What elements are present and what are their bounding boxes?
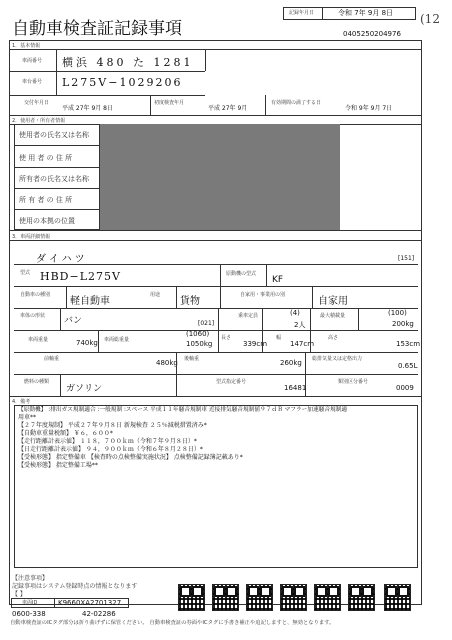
front-axle-label: 前軸重: [44, 356, 60, 362]
notice-heading: 【注意事項】: [12, 575, 49, 582]
type-approval-label: 型式指定番号: [216, 379, 247, 385]
issue-date: 平成 27年 9月 8日: [62, 105, 113, 112]
class-number-label: 類別区分番号: [338, 379, 369, 385]
note-line-4: 【自動車重量税額】 ￥６，６００*: [18, 430, 113, 437]
base-location-label: 使用の本拠の位置: [19, 217, 75, 225]
model-label: 型式: [20, 270, 31, 276]
rear-axle-label: 後軸重: [184, 356, 200, 362]
redacted-owner-info: [100, 124, 340, 230]
notice-bracket: 【 】: [12, 591, 26, 598]
body-shape-label: 車体の形状: [20, 313, 46, 319]
fuel-label: 燃料の種類: [24, 379, 50, 385]
usage-label: 自家用・事業用の別: [240, 292, 286, 298]
record-date-label: 記録年月日: [289, 10, 315, 16]
user-name-label: 使用者の氏名又は名称: [19, 131, 89, 139]
max-load-label: 最大積載量: [320, 313, 346, 319]
engine-model-label: 原動機の型式: [226, 271, 257, 277]
purpose: 貨物: [180, 296, 200, 307]
capacity: 2人: [294, 321, 306, 329]
expiry-label: 有効期間の満了する日: [271, 100, 322, 106]
rear-axle-weight: 260kg: [280, 359, 302, 367]
note-line-7: 【受検形態】 指定整備車 【検査時の点検整備実施状況】 点検整備記録簿記載あり*: [18, 454, 243, 461]
capacity-top: (4): [290, 309, 300, 317]
type-approval-number: 16481: [284, 384, 307, 392]
front-axle-weight: 480kg: [156, 359, 178, 367]
class-number: 0009: [396, 384, 414, 392]
number-left: 0600-338: [12, 610, 46, 618]
vehicle-type-label: 自動車の種別: [20, 292, 51, 298]
user-address-label: 使 用 者 の 住 所: [19, 154, 73, 162]
body-code: [021]: [198, 320, 215, 327]
record-date: 令和 7年 9月 8日: [338, 9, 394, 17]
body-shape: バン: [64, 316, 83, 326]
qr-code-1: [178, 584, 205, 611]
qr-code-3: [246, 584, 273, 611]
maker-code: [151]: [398, 255, 415, 262]
purpose-label: 用途: [150, 292, 161, 298]
model: HBD−L275V: [40, 270, 121, 283]
gross-weight: 1050kg: [186, 340, 213, 348]
qr-code-6: [348, 584, 375, 611]
handwritten-mark: (12: [420, 12, 440, 26]
section1-heading: 1．基本情報: [12, 43, 41, 49]
document-title: 自動車検査証記録事項: [12, 19, 182, 39]
note-line-6: 【日走行距離計表示値】 ９４，９００ｋｍ（令和６年８月２８日）*: [18, 446, 203, 453]
notice-text: 記録事項はシステム登録時点の情報となります: [12, 583, 138, 590]
doc-number: 0405250204976: [343, 30, 401, 38]
height-label: 高さ: [328, 335, 339, 341]
owner-name-label: 所有者の氏名又は名称: [19, 175, 89, 183]
weight-label: 車両重量: [28, 337, 49, 343]
qr-code-4: [280, 584, 307, 611]
qr-code-2: [212, 584, 239, 611]
number-right: 42-02286: [82, 610, 116, 618]
maker-name: ダイハツ: [36, 254, 88, 265]
usage: 自家用: [318, 296, 348, 307]
reg-number: 横浜 480 た 1281: [62, 56, 194, 69]
gross-weight-label: 車両総重量: [104, 337, 130, 343]
qr-code-7: [384, 584, 411, 611]
note-line-3: 【２７年度規制】 平成２７年９月８日 新規検査 ２５％減税措置済み*: [18, 422, 207, 429]
width-label: 幅: [276, 335, 282, 341]
engine-model: KF: [272, 275, 284, 285]
issue-date-label: 交付年月日: [24, 100, 50, 106]
note-line-5: 【走行距離計表示値】 １１８，７００ｋｍ（令和７年９月８日）*: [18, 438, 197, 445]
chassis-label: 車台番号: [22, 79, 43, 85]
first-reg-label: 初度検査年月: [154, 100, 185, 106]
capacity-label: 乗車定員: [238, 313, 259, 319]
length: 339cm: [243, 340, 268, 348]
fuel-type: ガソリン: [66, 384, 103, 394]
note-line-8: 【受検形態】 指定整備工場**: [18, 462, 98, 469]
vehicle-id: K9660XA2701327: [58, 599, 122, 607]
first-reg-date: 平成 27年 9月: [208, 105, 248, 112]
gross-weight-top: (1060): [186, 330, 210, 338]
note-line-2: 用車**: [18, 414, 37, 421]
reg-number-label: 車両番号: [22, 58, 43, 64]
section4-heading: 4．備考: [12, 399, 31, 405]
width: 147cm: [290, 340, 315, 348]
expiry-date: 令和 9年 9月 7日: [345, 105, 393, 112]
height: 153cm: [396, 340, 421, 348]
vehicle-type: 軽自動車: [70, 296, 110, 307]
vehicle-id-label: 車両ID: [22, 600, 38, 606]
bottom-notice: 自動車検査証のICタグ部分は折り曲げずに保管ください。 自動車検査証の券面やICタグに手書き補正や追記しますと、無効となります。: [10, 620, 335, 626]
note-line-1: 【原動機】 :排出ガス規制適合 :一般規制 :スペース 平成１１年騒音規制車 近接排気騒音規制値９７ｄＢ マフラー加速騒音規制適: [18, 407, 348, 413]
owner-address-label: 所 有 者 の 住 所: [19, 196, 73, 204]
section2-heading: 2．使用者・所有者情報: [12, 118, 66, 124]
displacement-label: 総排気量又は定格出力: [312, 356, 363, 362]
length-label: 長さ: [221, 335, 232, 341]
qr-code-5: [314, 584, 341, 611]
max-load-top: (100): [388, 309, 407, 317]
displacement: 0.65L: [398, 362, 418, 370]
max-load: 200kg: [392, 320, 414, 328]
section3-heading: 3．車両詳細情報: [12, 234, 51, 240]
chassis-number: L275V−1029206: [62, 76, 183, 89]
weight: 740kg: [76, 339, 98, 347]
